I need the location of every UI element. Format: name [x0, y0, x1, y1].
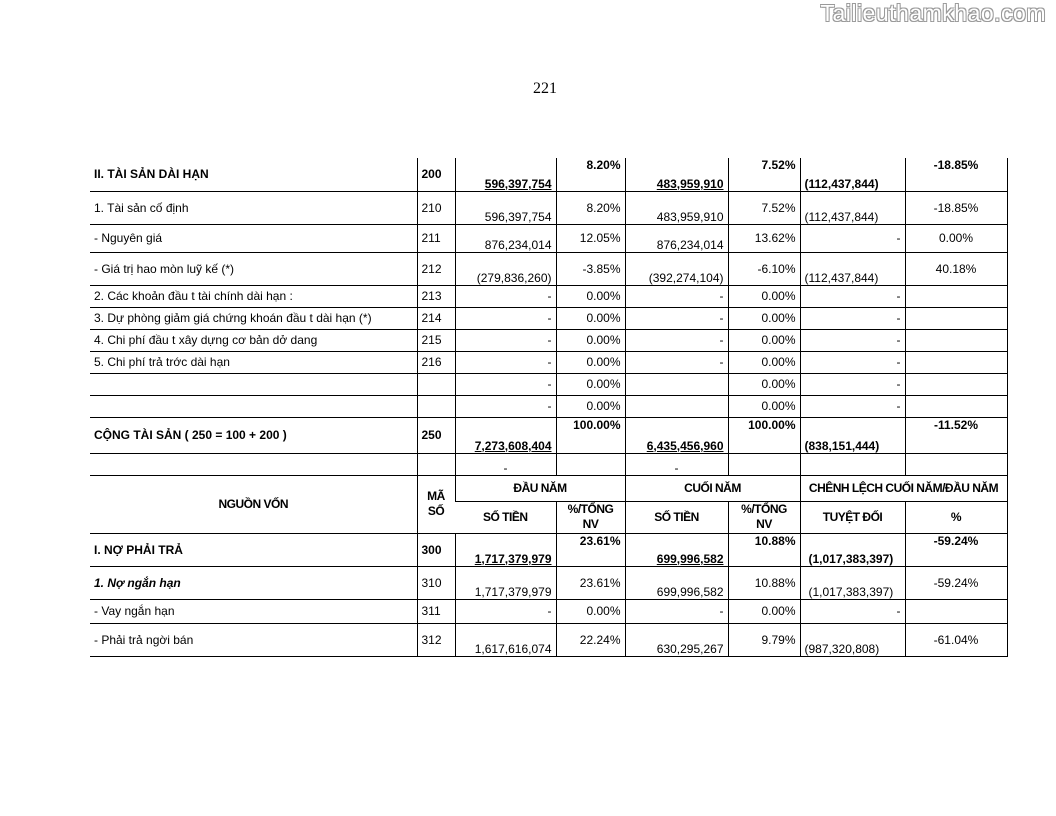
header-start-amount: SỐ TIỀN: [455, 501, 556, 533]
end-amount: 6,435,456,960: [625, 417, 728, 453]
table-row: [90, 533, 1007, 566]
header-start-pct-line1: %/TỔNG: [567, 502, 614, 516]
start-pct: 12.05%: [556, 224, 625, 252]
row-label: 4. Chi phí đầu t xây dựng cơ bản dở dang: [90, 329, 417, 351]
row-code: 312: [417, 623, 455, 656]
start-amount: -: [455, 373, 556, 395]
header-start-group: ĐẦU NĂM: [455, 475, 625, 501]
row-label: [90, 373, 417, 395]
start-amount: -: [455, 453, 556, 475]
diff-abs: (838,151,444): [800, 417, 905, 453]
watermark-text: Tailieuthamkhao.com: [820, 0, 1046, 26]
header-code-line1: MÃ: [427, 489, 445, 503]
row-label: 1. Tài sản cố định: [90, 191, 417, 224]
row-label: 3. Dự phòng giảm giá chứng khoán đầu t dài hạn (*): [90, 307, 417, 329]
header-source: NGUỒN VỐN: [90, 475, 417, 533]
empty-cell: [556, 453, 625, 475]
diff-abs: -: [800, 329, 905, 351]
row-code: 212: [417, 252, 455, 285]
end-pct: 0.00%: [728, 285, 800, 307]
row-code: 310: [417, 566, 455, 599]
header-end-pct-line2: NV: [756, 517, 772, 531]
row-label: I. NỢ PHẢI TRẢ: [90, 533, 417, 566]
start-pct: 23.61%: [556, 533, 625, 566]
diff-abs: -: [800, 373, 905, 395]
row-code: 211: [417, 224, 455, 252]
diff-pct: -11.52%: [905, 417, 1007, 453]
end-pct: 0.00%: [728, 599, 800, 623]
start-pct: 23.61%: [556, 566, 625, 599]
start-pct: 8.20%: [556, 191, 625, 224]
diff-pct: -18.85%: [905, 158, 1007, 191]
row-label: [90, 395, 417, 417]
table-row: [90, 158, 1007, 191]
diff-pct: -61.04%: [905, 623, 1007, 656]
diff-pct: -59.24%: [905, 566, 1007, 599]
diff-pct: [905, 373, 1007, 395]
end-pct: 13.62%: [728, 224, 800, 252]
header-start-pct: [556, 501, 625, 533]
start-pct: 0.00%: [556, 307, 625, 329]
end-pct: 0.00%: [728, 373, 800, 395]
row-label: 5. Chi phí trả trớc dài hạn: [90, 351, 417, 373]
page-number: 221: [533, 80, 557, 97]
row-code: 200: [417, 158, 455, 191]
empty-cell: [90, 453, 417, 475]
header-end-pct-line1: %/TỔNG: [741, 502, 787, 516]
end-amount: 630,295,267: [625, 623, 728, 656]
diff-pct: 0.00%: [905, 224, 1007, 252]
end-pct: -6.10%: [728, 252, 800, 285]
end-amount: [625, 373, 728, 395]
empty-cell: [728, 453, 800, 475]
table-row: [90, 373, 1007, 395]
header-end-group: CUỐI NĂM: [625, 475, 800, 501]
start-pct: 0.00%: [556, 351, 625, 373]
table-row: [90, 599, 1007, 623]
end-amount: 876,234,014: [625, 224, 728, 252]
header-row-group: [90, 475, 1007, 501]
end-amount: 699,996,582: [625, 533, 728, 566]
end-amount: 483,959,910: [625, 158, 728, 191]
header-end-amount: SỐ TIỀN: [625, 501, 728, 533]
row-code: 210: [417, 191, 455, 224]
header-start-pct-line2: NV: [582, 517, 599, 531]
end-pct: 7.52%: [728, 191, 800, 224]
start-amount: 1,717,379,979: [455, 533, 556, 566]
start-pct: 100.00%: [556, 417, 625, 453]
row-label: CỘNG TÀI SẢN ( 250 = 100 + 200 ): [90, 417, 417, 453]
start-pct: 8.20%: [556, 158, 625, 191]
diff-abs: -: [800, 307, 905, 329]
end-amount: 699,996,582: [625, 566, 728, 599]
start-amount: 596,397,754: [455, 158, 556, 191]
row-label: - Phải trả ngời bán: [90, 623, 417, 656]
row-code: [417, 395, 455, 417]
end-amount: -: [625, 599, 728, 623]
empty-cell: [417, 453, 455, 475]
row-label: - Vay ngắn hạn: [90, 599, 417, 623]
row-label: - Nguyên giá: [90, 224, 417, 252]
start-amount: 1,717,379,979: [455, 566, 556, 599]
start-pct: 0.00%: [556, 329, 625, 351]
end-pct: 9.79%: [728, 623, 800, 656]
balance-sheet-table: [90, 158, 1008, 657]
header-end-pct: [728, 501, 800, 533]
row-code: [417, 373, 455, 395]
start-amount: -: [455, 329, 556, 351]
start-pct: 0.00%: [556, 285, 625, 307]
row-code: 213: [417, 285, 455, 307]
empty-cell: [905, 453, 1007, 475]
end-pct: 0.00%: [728, 395, 800, 417]
start-amount: -: [455, 599, 556, 623]
end-pct: 0.00%: [728, 307, 800, 329]
end-pct: 100.00%: [728, 417, 800, 453]
end-pct: 10.88%: [728, 566, 800, 599]
diff-abs: -: [800, 351, 905, 373]
diff-pct: -18.85%: [905, 191, 1007, 224]
table-row: [90, 224, 1007, 252]
table-row: [90, 191, 1007, 224]
table-row: [90, 623, 1007, 656]
start-pct: 0.00%: [556, 599, 625, 623]
header-abs: TUYỆT ĐỐI: [800, 501, 905, 533]
diff-abs: -: [800, 395, 905, 417]
row-label: 2. Các khoản đầu t tài chính dài hạn :: [90, 285, 417, 307]
table-row: [90, 566, 1007, 599]
start-amount: -: [455, 307, 556, 329]
row-code: 216: [417, 351, 455, 373]
end-amount: -: [625, 351, 728, 373]
end-pct: 7.52%: [728, 158, 800, 191]
end-amount: -: [625, 307, 728, 329]
diff-pct: [905, 351, 1007, 373]
diff-pct: [905, 329, 1007, 351]
row-code: 250: [417, 417, 455, 453]
row-label: II. TÀI SẢN DÀI HẠN: [90, 158, 417, 191]
diff-pct: [905, 285, 1007, 307]
diff-abs: (112,437,844): [800, 191, 905, 224]
diff-abs: (1,017,383,397): [800, 533, 905, 566]
diff-pct: 40.18%: [905, 252, 1007, 285]
table-row-spacer: [90, 453, 1007, 475]
table-row-total: [90, 417, 1007, 453]
start-amount: 596,397,754: [455, 191, 556, 224]
diff-pct: [905, 599, 1007, 623]
row-code: 311: [417, 599, 455, 623]
header-diff-group: CHÊNH LỆCH CUỐI NĂM/ĐẦU NĂM: [800, 475, 1007, 501]
end-amount: -: [625, 329, 728, 351]
end-amount: 483,959,910: [625, 191, 728, 224]
end-amount: -: [625, 453, 728, 475]
start-amount: -: [455, 395, 556, 417]
table-row: [90, 252, 1007, 285]
start-pct: 0.00%: [556, 373, 625, 395]
empty-cell: [800, 453, 905, 475]
table-row: [90, 307, 1007, 329]
diff-abs: (987,320,808): [800, 623, 905, 656]
header-code: [417, 475, 455, 533]
row-code: 300: [417, 533, 455, 566]
end-amount: [625, 395, 728, 417]
row-label: - Giá trị hao mòn luỹ kế (*): [90, 252, 417, 285]
table-row: [90, 285, 1007, 307]
header-pct-diff: %: [905, 501, 1007, 533]
start-pct: 0.00%: [556, 395, 625, 417]
start-amount: 1,617,616,074: [455, 623, 556, 656]
start-amount: -: [455, 285, 556, 307]
row-code: 215: [417, 329, 455, 351]
start-pct: 22.24%: [556, 623, 625, 656]
diff-pct: -59.24%: [905, 533, 1007, 566]
end-amount: (392,274,104): [625, 252, 728, 285]
row-label: 1. Nợ ngắn hạn: [90, 566, 417, 599]
table-row: [90, 395, 1007, 417]
table-row: [90, 351, 1007, 373]
start-amount: -: [455, 351, 556, 373]
start-amount: (279,836,260): [455, 252, 556, 285]
end-pct: 0.00%: [728, 329, 800, 351]
diff-abs: -: [800, 285, 905, 307]
start-amount: 7,273,608,404: [455, 417, 556, 453]
diff-abs: -: [800, 599, 905, 623]
diff-abs: -: [800, 224, 905, 252]
diff-abs: (112,437,844): [800, 158, 905, 191]
row-code: 214: [417, 307, 455, 329]
start-pct: -3.85%: [556, 252, 625, 285]
diff-pct: [905, 395, 1007, 417]
start-amount: 876,234,014: [455, 224, 556, 252]
diff-abs: (1,017,383,397): [800, 566, 905, 599]
end-pct: 10.88%: [728, 533, 800, 566]
header-code-line2: SỐ: [427, 504, 445, 518]
end-amount: -: [625, 285, 728, 307]
diff-abs: (112,437,844): [800, 252, 905, 285]
diff-pct: [905, 307, 1007, 329]
end-pct: 0.00%: [728, 351, 800, 373]
table-row: [90, 329, 1007, 351]
